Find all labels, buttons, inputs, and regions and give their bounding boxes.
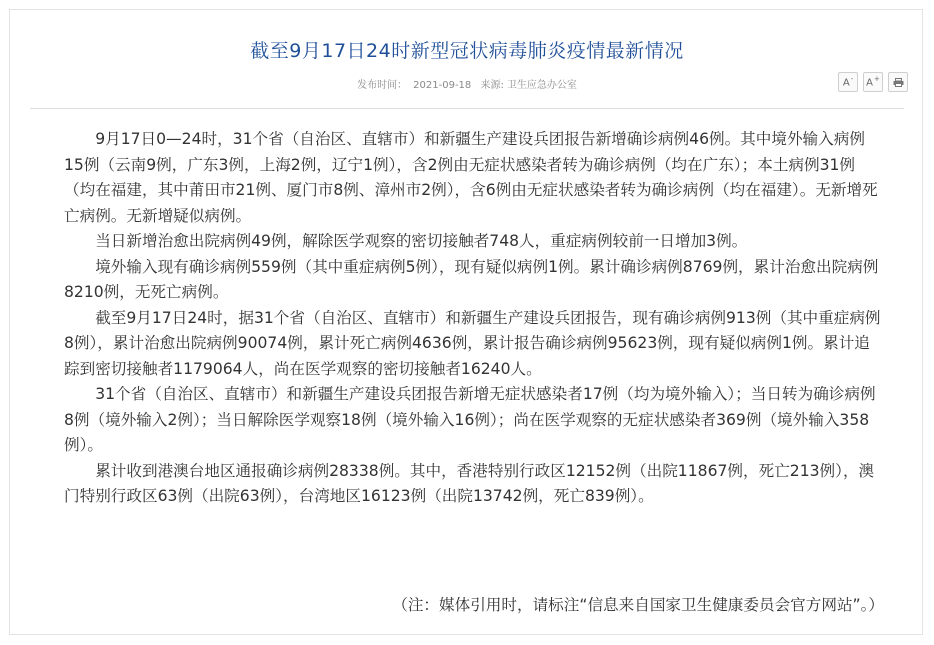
article-container <box>9 9 923 635</box>
article-title: 截至9月17日24时新型冠状病毒肺炎疫情最新情况 <box>250 40 684 62</box>
source-name: 卫生应急办公室 <box>506 80 577 91</box>
paragraph-5: 31个省（自治区、直辖市）和新疆生产建设兵团报告新增无症状感染者17例（均为境外输入）；当日转为确诊病例8例（境外输入2例）；当日解除医学观察18例（境外输入16例）；尚在医学观察的无症状感染者369例（境外输入358例）。 <box>64 385 876 454</box>
paragraph-6: 累计收到港澳台地区通报确诊病例28338例。其中，香港特别行政区12152例（出院11867例，死亡213例），澳门特别行政区63例（出院63例），台湾地区16123例（出院13742例，死亡839例）。 <box>64 461 875 505</box>
article-meta <box>10 76 924 91</box>
article-body <box>64 127 884 510</box>
article-toolbar <box>838 72 908 92</box>
paragraph-1: 9月17日0—24时，31个省（自治区、直辖市）和新疆生产建设兵团报告新增确诊病例46例。其中境外输入病例15例（云南9例，广东3例，上海2例，辽宁1例），含2例由无症状感染者转为确诊病例（均在广东）；本土病例31例（均在福建，其中莆田市21例、厦门市8例、漳州市2例），含6例由无症状感染者转为确诊病例（均在福建）。无新增死亡病例。无新增疑似病例。 <box>64 130 878 225</box>
source-label: 来源: <box>480 80 504 91</box>
font-decrease-icon: A- <box>842 75 854 89</box>
print-button[interactable] <box>888 72 908 92</box>
header-divider <box>30 108 904 109</box>
paragraph-2: 当日新增治愈出院病例49例，解除医学观察的密切接触者748人，重症病例较前一日增加3例。 <box>95 232 748 250</box>
paragraph-3: 境外输入现有确诊病例559例（其中重症病例5例），现有疑似病例1例。累计确诊病例8769例，累计治愈出院病例8210例，无死亡病例。 <box>64 257 879 301</box>
font-increase-icon: A+ <box>866 75 880 89</box>
font-decrease-button[interactable] <box>838 72 858 92</box>
citation-note: （注：媒体引用时，请标注“信息来自国家卫生健康委员会官方网站”。） <box>392 596 884 614</box>
printer-icon <box>893 78 904 87</box>
font-increase-button[interactable] <box>863 72 883 92</box>
publish-date: 2021-09-18 <box>413 80 472 91</box>
publish-label: 发布时间： <box>357 80 408 91</box>
paragraph-4: 截至9月17日24时，据31个省（自治区、直辖市）和新疆生产建设兵团报告，现有确诊病例913例（其中重症病例8例），累计治愈出院病例90074例，累计死亡病例4636例，累计报告确诊病例95623例，现有疑似病例1例。累计追踪到密切接触者1179064人，尚在医学观察的密切接触者16240人。 <box>64 308 881 378</box>
